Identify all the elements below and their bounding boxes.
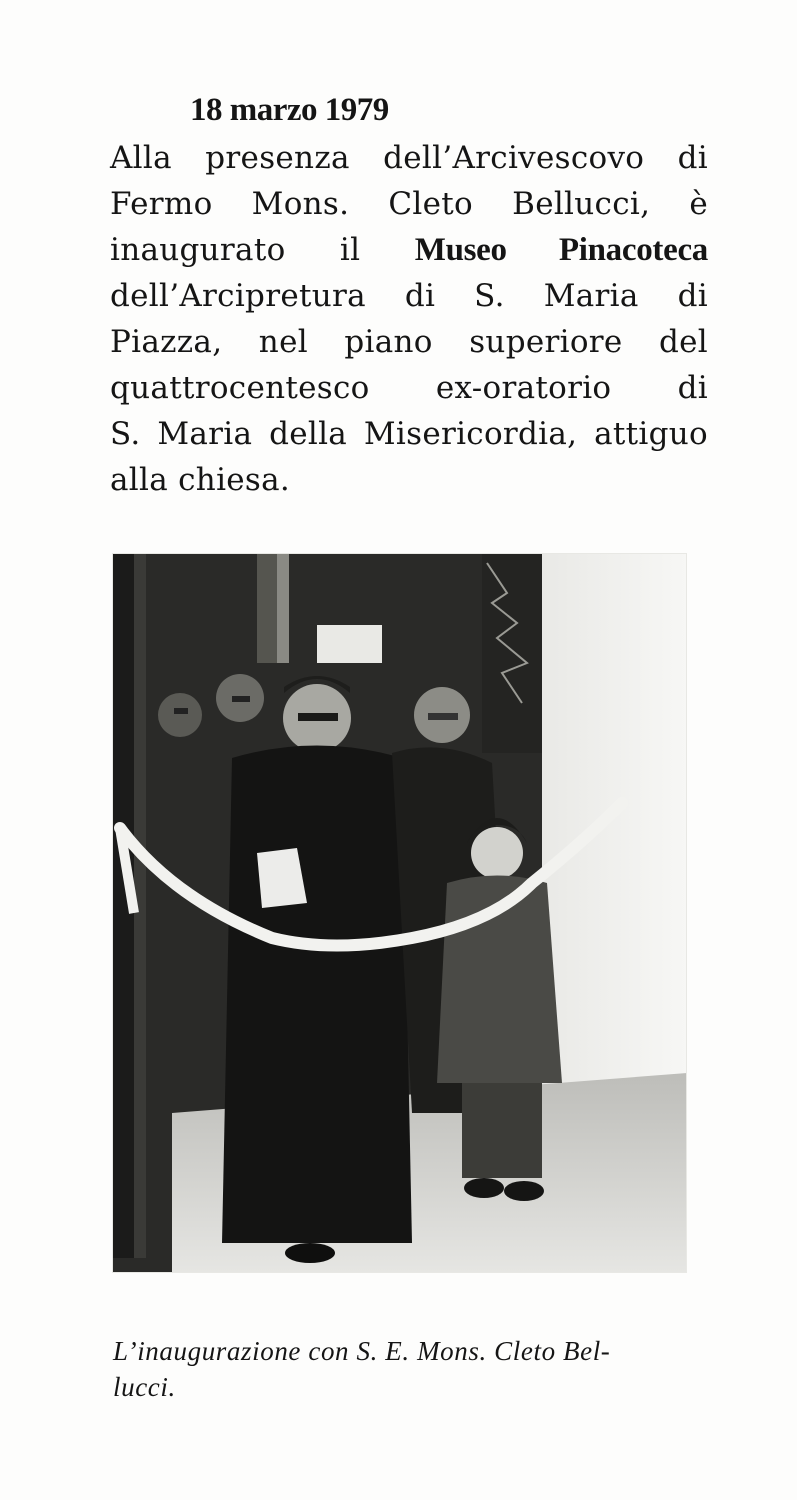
body-line: Fermo Mons. Cleto Bellucci, è bbox=[110, 186, 708, 222]
caption-line: lucci. bbox=[113, 1372, 176, 1402]
museum-name: Museo Pinacoteca bbox=[414, 232, 708, 268]
body-line: alla chiesa. bbox=[110, 462, 291, 498]
body-line: Piazza, nel piano superiore del bbox=[110, 324, 708, 360]
body-line bbox=[110, 227, 708, 273]
date-heading: 18 marzo 1979 bbox=[190, 92, 389, 128]
body-line-text: inaugurato il bbox=[110, 232, 415, 268]
ribbon-cutting-photo bbox=[112, 553, 687, 1273]
caption-line: L’inaugurazione con S. E. Mons. Cleto Bel- bbox=[113, 1336, 611, 1366]
wall-notice bbox=[317, 625, 382, 663]
body-paragraph bbox=[110, 135, 708, 503]
person-head bbox=[158, 693, 202, 737]
photo-illustration bbox=[112, 553, 687, 1273]
body-line: dell’Arcipretura di S. Maria di bbox=[110, 278, 708, 314]
archbishop-robe bbox=[222, 746, 412, 1244]
body-line: S. Maria della Misericordia, attiguo bbox=[110, 416, 708, 452]
photo-caption bbox=[113, 1333, 713, 1405]
body-line: quattrocentesco ex-oratorio di bbox=[110, 370, 708, 406]
child-head bbox=[471, 827, 523, 879]
body-line: Alla presenza dell’Arcivescovo di bbox=[110, 140, 708, 176]
